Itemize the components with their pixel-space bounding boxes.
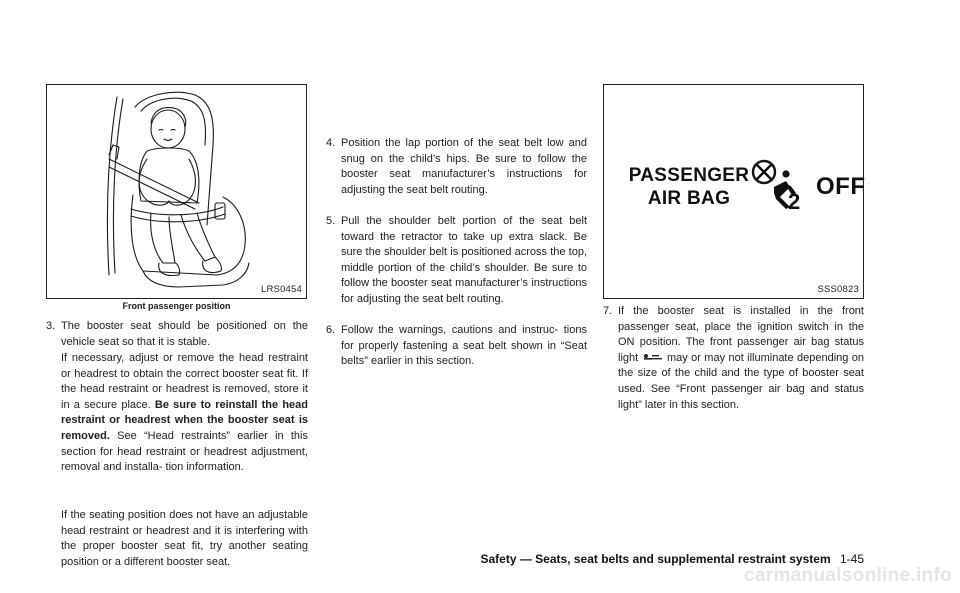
step-number: 6.: [326, 324, 336, 336]
airbag-label-passenger: PASSENGER: [628, 165, 750, 186]
step-7: [603, 304, 864, 413]
figure-caption: Front passenger position: [122, 301, 231, 311]
step-text: may or may not illuminate depending on the size of the child and the type of booster seat used. See “Front passenger air bag and status light” later in this section.: [618, 351, 864, 411]
step-number: 3.: [46, 320, 56, 332]
figure-code: SSS0823: [817, 284, 859, 295]
step-5: [326, 214, 587, 308]
step-4: [326, 136, 587, 198]
airbag-seat-number: 2: [788, 189, 801, 214]
figure-airbag-status-light: [603, 84, 864, 299]
warning-text: Be sure to reinstall the head restraint or headrest when the booster seat is removed.: [61, 398, 308, 442]
step-text: Pull the shoulder belt portion of the seat belt toward the retractor to take up extra slack. Be sure the shoulder belt is positioned across the top, middle portion of the child’s shoulder. Be sure to follow the booster seat manufacturer’s instructions for adjusting the seat belt routing.: [341, 215, 587, 305]
figure-code: LRS0454: [260, 284, 302, 295]
footer-section-title: Safety — Seats, seat belts and supplemental restraint system: [480, 552, 831, 566]
child-booster-seat-drawing: [47, 85, 306, 298]
step-text: Follow the warnings, cautions and instruc- tions for properly fastening a seat belt shown in “Seat belts” earlier in this section.: [341, 324, 587, 368]
airbag-off-icon: [750, 157, 810, 227]
step-text: If the booster seat is installed in the front passenger seat, place the ignition switch in the ON position. The front passenger air bag status light: [618, 305, 864, 364]
paragraph-text: If the seating position does not have an adjustable head restraint or headrest and it is interfering with the proper booster seat fit, try another seating position or a different booster seat.: [61, 509, 308, 568]
page-footer: [0, 552, 864, 566]
step-6: [326, 323, 587, 370]
paragraph-text: If necessary, adjust or remove the head restraint or headrest to obtain the correct booster seat fit. If the head restraint or headrest is removed, store it in a secure place.: [61, 352, 308, 411]
step-3: [46, 319, 308, 350]
airbag-label-airbag: AIR BAG: [647, 188, 731, 209]
step-3-paragraph-2: [61, 351, 308, 476]
page-number: 1-45: [839, 552, 864, 566]
step-number: 4.: [326, 137, 336, 149]
step-text: Position the lap portion of the seat belt low and snug on the child’s hips. Be sure to follow the booster seat manufacturer’s instructions for adjusting the seat belt routing.: [341, 137, 587, 196]
airbag-label-off: OFF: [816, 173, 866, 200]
watermark: carmanualsonline.info: [744, 565, 952, 586]
step-text: The booster seat should be positioned on the vehicle seat so that it is stable.: [61, 320, 308, 348]
step-number: 7.: [603, 305, 613, 317]
step-number: 5.: [326, 215, 336, 227]
airbag-status-icon: [643, 353, 663, 362]
figure-booster-seat-illustration: [46, 84, 307, 299]
paragraph-text: See “Head restraints” earlier in this section for head restraint or headrest adjustment, removal and installa- tion information.: [61, 429, 308, 474]
